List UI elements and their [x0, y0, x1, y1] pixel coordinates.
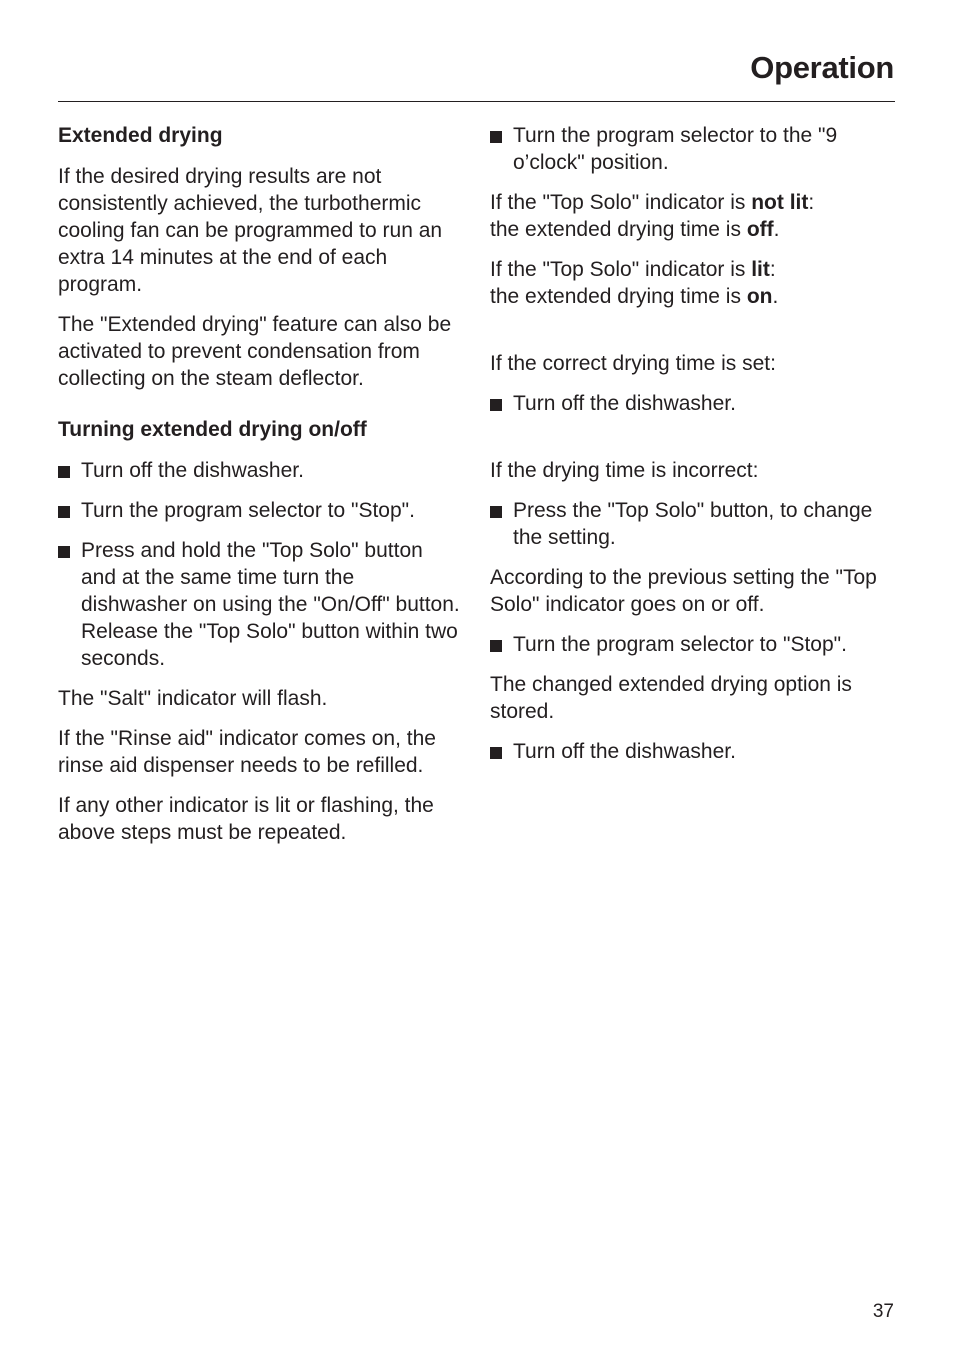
bullet-square-icon	[58, 506, 70, 518]
left-column	[58, 122, 463, 859]
paragraph-incorrect-time: If the drying time is incorrect:	[490, 459, 759, 482]
step-turn-off-final: Turn off the dishwasher.	[490, 738, 900, 765]
paragraph-salt: The "Salt" indicator will flash.	[58, 687, 328, 710]
bullet-square-icon	[490, 506, 502, 518]
bullet-square-icon	[58, 466, 70, 478]
step-press-top-solo: Press the "Top Solo" button, to change the setting.	[490, 497, 900, 551]
paragraph-previous-setting: According to the previous setting the "Top Solo" indicator goes on or off.	[490, 566, 877, 616]
page-title: Operation	[750, 50, 894, 85]
paragraph-lit: If the "Top Solo" indicator is lit: the extended drying time is on.	[490, 258, 779, 308]
bullet-square-icon	[490, 131, 502, 143]
section-heading-turning-on-off: Turning extended drying on/off	[58, 418, 367, 441]
bullet-square-icon	[490, 399, 502, 411]
step-turn-off: Turn off the dishwasher.	[58, 457, 463, 484]
bullet-square-icon	[490, 640, 502, 652]
step-press-hold: Press and hold the "Top Solo" button and at the same time turn the dishwasher on using the "On/Off" button. Release the "Top Solo" button within two seconds.	[58, 537, 463, 672]
paragraph-other-indicator: If any other indicator is lit or flashing, the above steps must be repeated.	[58, 794, 434, 844]
paragraph-intro: If the desired drying results are not consistently achieved, the turbothermic cooling fan can be programmed to run an extra 14 minutes at the end of each program.	[58, 165, 443, 296]
page-number: 37	[872, 1301, 894, 1322]
step-selector-stop: Turn the program selector to "Stop".	[58, 497, 463, 524]
step-nine-oclock: Turn the program selector to the "9 o’clock" position.	[490, 122, 900, 176]
step-turn-off-correct: Turn off the dishwasher.	[490, 390, 900, 417]
section-heading-extended-drying: Extended drying	[58, 124, 223, 147]
bullet-square-icon	[490, 747, 502, 759]
paragraph-correct-time: If the correct drying time is set:	[490, 352, 776, 375]
step-selector-stop-right: Turn the program selector to "Stop".	[490, 631, 900, 658]
paragraph-stored: The changed extended drying option is stored.	[490, 673, 852, 723]
bullet-square-icon	[58, 546, 70, 558]
paragraph-condensation: The "Extended drying" feature can also be activated to prevent condensation from collecting on the steam deflector.	[58, 313, 452, 390]
paragraph-rinse-aid: If the "Rinse aid" indicator comes on, the rinse aid dispenser needs to be refilled.	[58, 727, 436, 777]
right-column	[490, 122, 900, 778]
header-rule	[58, 101, 895, 102]
paragraph-not-lit: If the "Top Solo" indicator is not lit: the extended drying time is off.	[490, 191, 815, 241]
